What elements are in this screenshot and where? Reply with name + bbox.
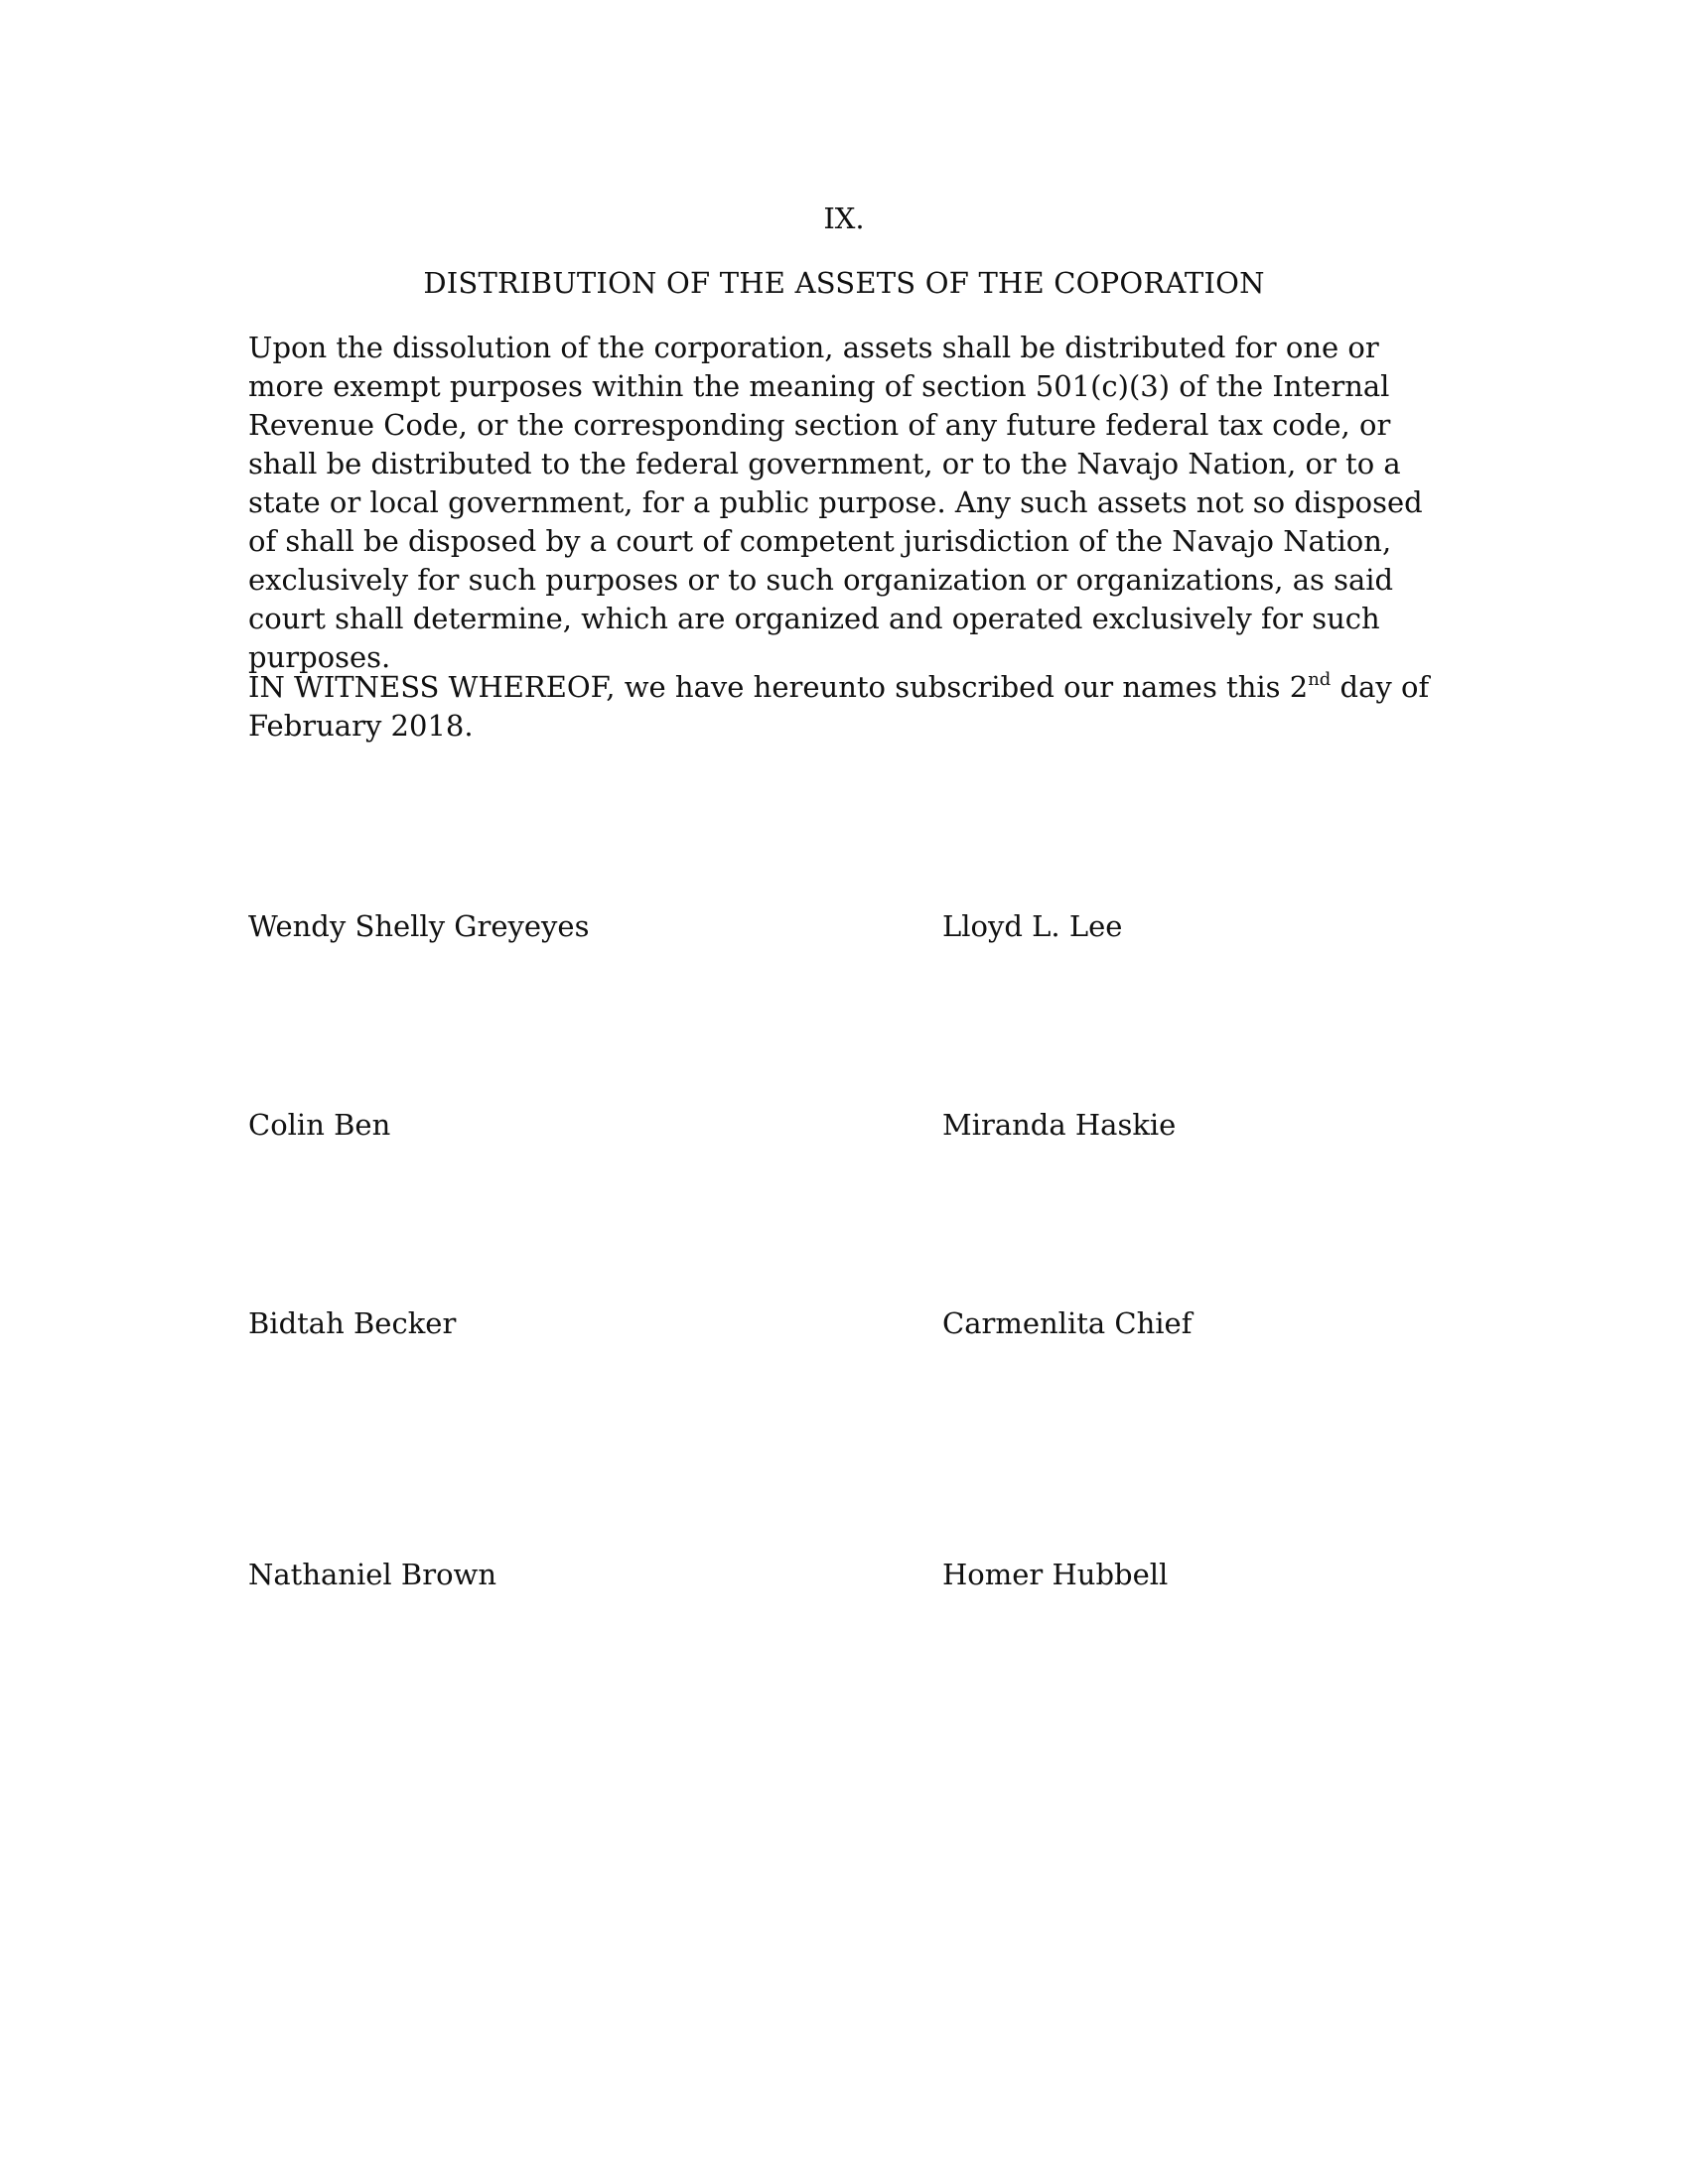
article-number: IX. <box>823 202 865 235</box>
signatory-name: Bidtah Becker <box>248 1306 457 1340</box>
signatory-name: Miranda Haskie <box>942 1108 1177 1142</box>
signatory-name: Colin Ben <box>248 1108 391 1142</box>
signatory-name: Nathaniel Brown <box>248 1558 497 1591</box>
signatory-name: Lloyd L. Lee <box>942 909 1123 943</box>
witness-ordinal-suffix: nd <box>1308 669 1332 690</box>
signatory-name: Wendy Shelly Greyeyes <box>248 909 590 943</box>
witness-paragraph <box>248 668 1435 746</box>
dissolution-paragraph: Upon the dissolution of the corporation, assets shall be distributed for one or more exempt purposes within the meaning of section 501(c)(3) of the Internal Revenue Code, or the corresponding section of any future federal tax code, or shall be distributed to the federal government, or to the Navajo Nation, or to a state or local government, for a public purpose. Any such assets not so disposed of shall be disposed by a court of competent jurisdiction of the Navajo Nation, exclusively for such purposes or to such organization or organizations, as said court shall determine, which are organized and operated exclusively for such purposes. <box>248 331 1423 674</box>
article-heading: DISTRIBUTION OF THE ASSETS OF THE COPORATION <box>423 266 1265 300</box>
witness-prefix: IN WITNESS WHEREOF, we have hereunto subscribed our names this 2 <box>248 670 1309 704</box>
witness-suffix: day of February 2018. <box>248 670 1430 743</box>
signatory-name: Homer Hubbell <box>942 1558 1169 1591</box>
signatory-name: Carmenlita Chief <box>942 1306 1193 1340</box>
